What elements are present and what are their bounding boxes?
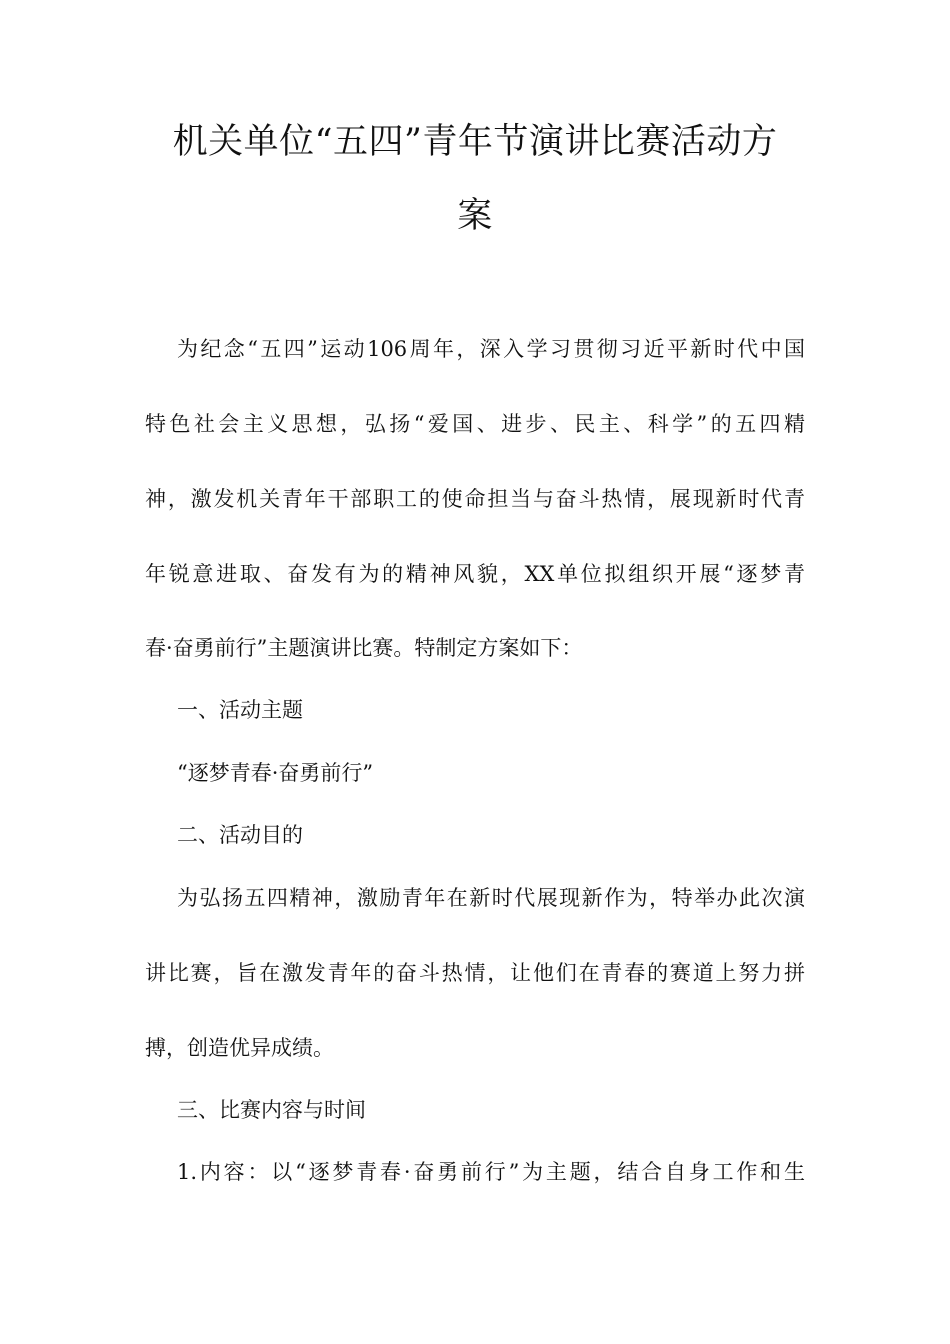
section-3-item-1: 1.内容：以“逐梦青春·奋勇前行”为主题，结合自身工作和生 bbox=[177, 1160, 805, 1184]
section-2-paragraph-line: 讲比赛，旨在激发青年的奋斗热情，让他们在青春的赛道上努力拼 bbox=[145, 961, 805, 985]
intro-paragraph-line: 春·奋勇前行”主题演讲比赛。特制定方案如下： bbox=[145, 636, 583, 660]
document-title-line-1: 机关单位“五四”青年节演讲比赛活动方 bbox=[172, 122, 778, 162]
section-2-paragraph-line: 为弘扬五四精神，激励青年在新时代展现新作为，特举办此次演 bbox=[177, 886, 805, 910]
section-1-heading: 一、活动主题 bbox=[177, 698, 303, 722]
intro-paragraph-line: 特色社会主义思想，弘扬“爱国、进步、民主、科学”的五四精 bbox=[145, 412, 805, 436]
section-1-content: “逐梦青春·奋勇前行” bbox=[177, 761, 374, 785]
intro-paragraph-line: 神，激发机关青年干部职工的使命担当与奋斗热情，展现新时代青 bbox=[145, 487, 805, 511]
document-title-line-2: 案 bbox=[457, 196, 493, 236]
section-3-heading: 三、比赛内容与时间 bbox=[177, 1098, 366, 1122]
section-2-paragraph-line: 搏，创造优异成绩。 bbox=[145, 1036, 334, 1060]
section-2-heading: 二、活动目的 bbox=[177, 823, 303, 847]
intro-paragraph-line: 年锐意进取、奋发有为的精神风貌，XX单位拟组织开展“逐梦青 bbox=[145, 562, 805, 586]
intro-paragraph-line: 为纪念“五四”运动106周年，深入学习贯彻习近平新时代中国 bbox=[177, 337, 805, 361]
